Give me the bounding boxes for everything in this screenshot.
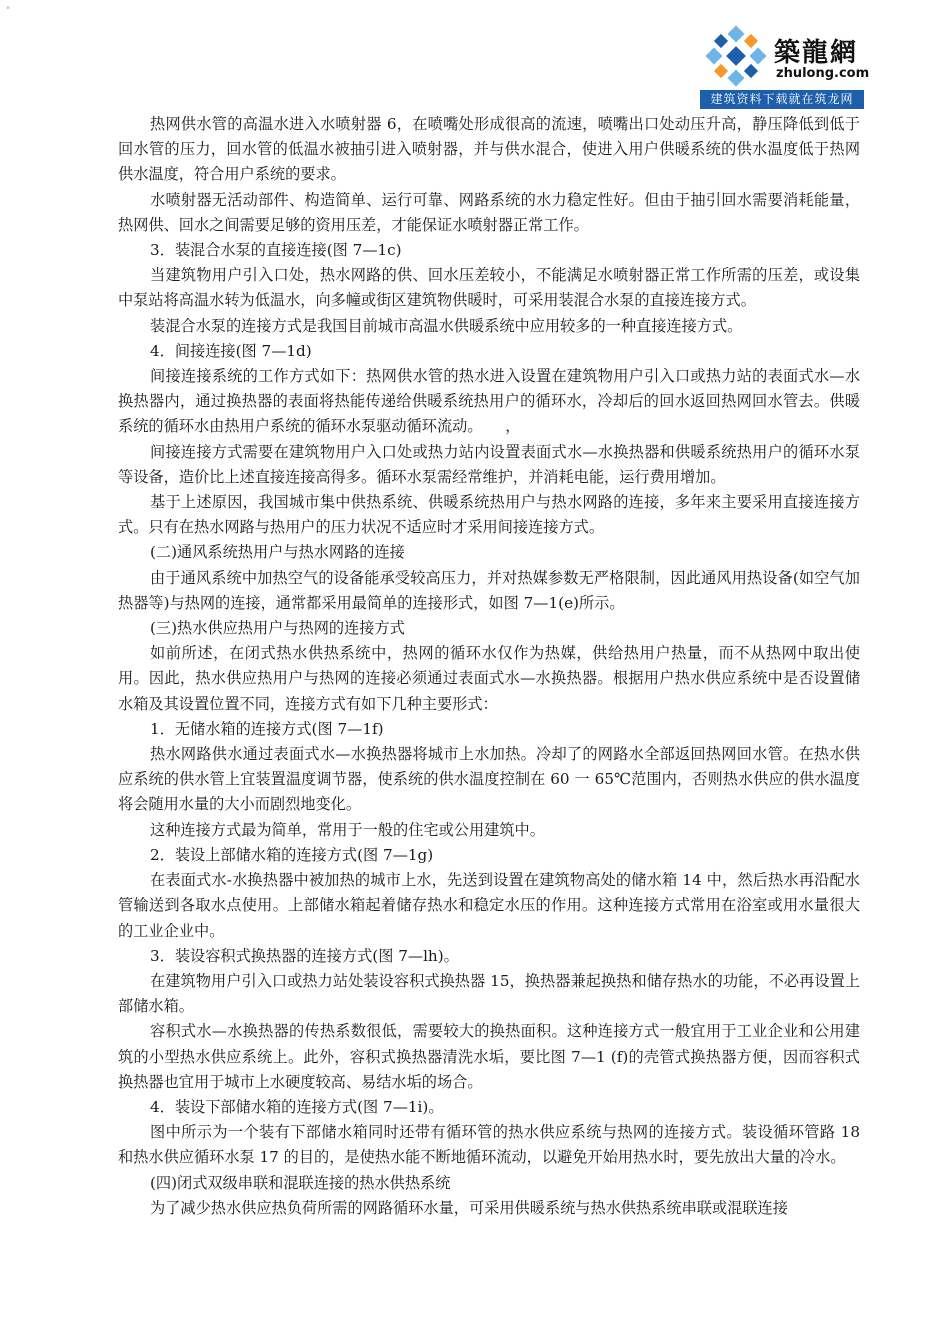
section-heading: 4．间接连接(图 7—1d) xyxy=(150,341,312,360)
section-heading: (四)闭式双级串联和混联连接的热水供热系统 xyxy=(150,1173,451,1192)
paragraph: 基于上述原因，我国城市集中供热系统、供暖系统热用户与热水网路的连接，多年来主要采用直接连接方式。只有在热水网路与热用户的压力状况不适应时才采用间接连接方式。 xyxy=(118,493,860,537)
paragraph: 如前所述，在闭式热水供热系统中，热网的循环水仅作为热媒，供给热用户热量，而不从热网中取出使用。因此，热水供应热用户与热网的连接必须通过表面式水—水换热器。根据用户热水供应系统中是否设置储水箱及其设置位置不同，连接方式有如下几种主要形式： xyxy=(118,644,860,713)
paragraph: 水喷射器无活动部件、构造简单、运行可靠、网路系统的水力稳定性好。但由于抽引回水需要消耗能量，热网供、回水之间需要足够的资用压差，才能保证水喷射器正常工作。 xyxy=(118,190,860,234)
paragraph: 图中所示为一个装有下部储水箱同时还带有循环管的热水供应系统与热网的连接方式。装设循环管路 18 和热水供应循环水泵 17 的目的，是使热水能不断地循环流动，以避免开始用热水时，要先放出大量的冷水。 xyxy=(118,1123,860,1167)
paragraph: 容积式水—水换热器的传热系数很低，需要较大的换热面积。这种连接方式一般宜用于工业企业和公用建筑的小型热水供应系统上。此外，容积式换热器清洗水垢，要比图 7—1 (f)的壳管式换热器方便，因而容积式换热器也宜用于城市上水硬度较高、易结水垢的场合。 xyxy=(118,1022,860,1091)
paragraph: 为了减少热水供应热负荷所需的网路循环水量，可采用供暖系统与热水供热系统串联或混联连接 xyxy=(150,1198,788,1217)
section-heading: 2．装设上部储水箱的连接方式(图 7—1g) xyxy=(150,845,434,864)
paragraph: 在建筑物用户引入口或热力站处装设容积式换热器 15，换热器兼起换热和储存热水的功能，不必再设置上部储水箱。 xyxy=(118,971,860,1016)
section-heading: (三)热水供应热用户与热网的连接方式 xyxy=(150,619,405,638)
section-heading: (二)通风系统热用户与热水网路的连接 xyxy=(150,543,405,562)
paragraph: 由于通风系统中加热空气的设备能承受较高压力，并对热媒参数无严格限制，因此通风用热设备(如空气加热器等)与热网的连接，通常都采用最简单的连接形式，如图 7—1(e)所示。 xyxy=(118,568,860,612)
paragraph: 当建筑物用户引入口处，热水网路的供、回水压差较小，不能满足水喷射器正常工作所需的压差，或设集中泵站将高温水转为低温水，向多幢或街区建筑物供暖时，可采用装混合水泵的直接连接方式。 xyxy=(118,266,860,310)
logo-slogan: 建筑资料下载就在筑龙网 xyxy=(700,90,864,109)
paragraph: 热网供水管的高温水进入水喷射器 6，在喷嘴处形成很高的流速，喷嘴出口处动压升高，静压降低到低于回水管的压力，回水管的低温水被抽引进入喷射器，并与供水混合，使进入用户供暖系统的供水温度低于热网供水温度，符合用户系统的要求。 xyxy=(118,115,860,184)
paragraph: 间接连接系统的工作方式如下：热网供水管的热水进入设置在建筑物用户引入口或热力站的表面式水—水换热器内，通过换热器的表面将热能传递给供暖系统热用户的循环水，冷却后的回水返回热网回水管去。供暖系统的循环水由热用户系统的循环水泵驱动循环流动。 ， xyxy=(118,367,860,436)
paragraph: 这种连接方式最为简单，常用于一般的住宅或公用建筑中。 xyxy=(150,820,545,839)
logo-snowflake-icon xyxy=(704,24,768,88)
section-heading: 1．无储水箱的连接方式(图 7—1f) xyxy=(150,719,384,738)
logo-brand-name: 築龍網 xyxy=(774,38,859,68)
section-heading: 3．装混合水泵的直接连接(图 7—1c) xyxy=(150,241,402,260)
document-body xyxy=(118,112,860,1221)
paragraph: 热水网路供水通过表面式水—水换热器将城市上水加热。冷却了的网路水全部返回热网回水管。在热水供应系统的供水管上宜装置温度调节器，使系统的供水温度控制在 60 一 65℃范围内，否则热水供应的供水温度将会随用水量的大小而剧烈地变化。 xyxy=(118,745,860,814)
logo-brand-url: zhulong.com xyxy=(776,66,870,81)
zhulong-logo xyxy=(700,18,870,110)
section-heading: 3．装设容积式换热器的连接方式(图 7—lh)。 xyxy=(150,946,459,965)
corner-mark: " xyxy=(6,6,11,16)
paragraph: 装混合水泵的连接方式是我国目前城市高温水供暖系统中应用较多的一种直接连接方式。 xyxy=(150,316,743,335)
paragraph: 间接连接方式需要在建筑物用户入口处或热力站内设置表面式水—水换热器和供暖系统热用户的循环水泵等设备，造价比上述直接连接高得多。循环水泵需经常维护，并消耗电能，运行费用增加。 xyxy=(118,442,860,486)
paragraph: 在表面式水-水换热器中被加热的城市上水，先送到设置在建筑物高处的储水箱 14 中，然后热水再沿配水管输送到各取水点使用。上部储水箱起着储存热水和稳定水压的作用。这种连接方式常用在浴室或用水量很大的工业企业中。 xyxy=(118,871,860,940)
section-heading: 4．装设下部储水箱的连接方式(图 7—1i)。 xyxy=(150,1097,444,1116)
